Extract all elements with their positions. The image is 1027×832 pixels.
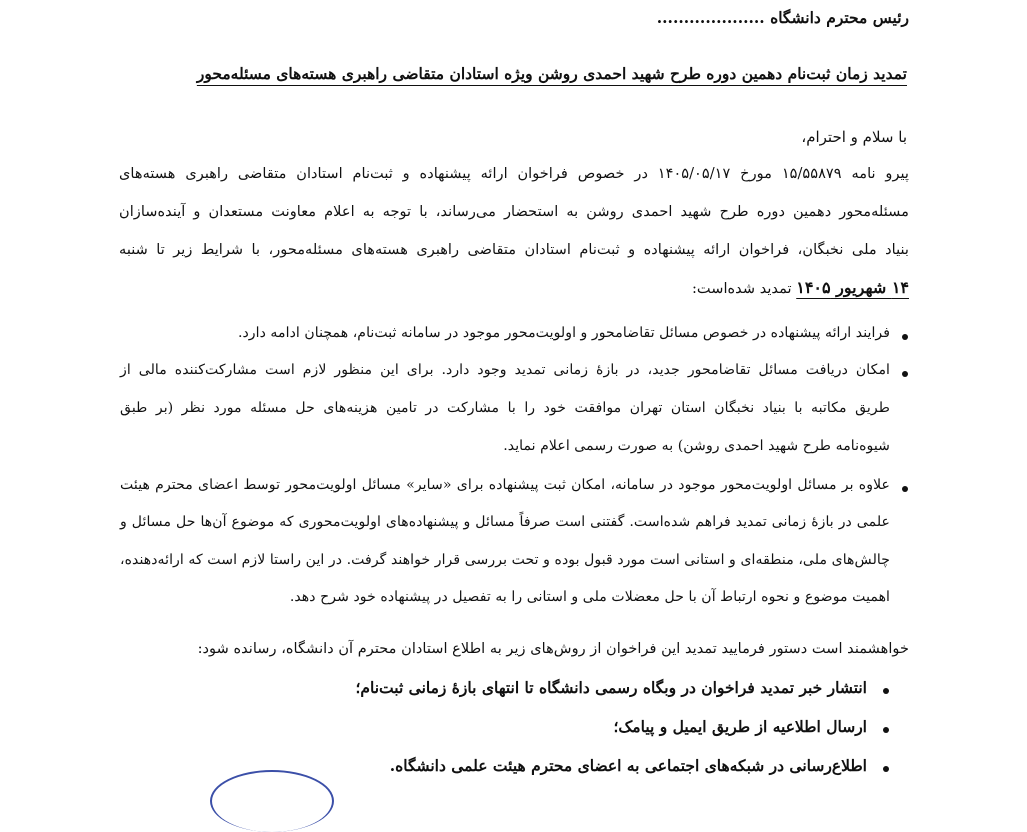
- bullet-icon: [902, 371, 908, 377]
- deadline-date: ۱۴ شهریور ۱۴۰۵: [796, 278, 909, 297]
- official-seal-stamp: [210, 770, 334, 832]
- addressee-line: رئیس محترم دانشگاه ....................: [656, 8, 909, 27]
- body-line-last: [692, 278, 909, 297]
- bullet-icon: [902, 334, 908, 340]
- request-paragraph: خواهشمند است دستور فرمایید تمدید این فراخوان از روش‌های زیر به اطلاع استادان محترم آن دانشگاه، رسانده شود:: [197, 640, 909, 657]
- bullet-icon: [883, 766, 889, 772]
- letter-subject: تمدید زمان ثبت‌نام دهمین دوره طرح شهید احمدی روشن ویژه استادان متقاضی راهبری هسته‌های مسئله‌محور: [196, 64, 907, 83]
- bullet-icon: [883, 727, 889, 733]
- bullet-line: علاوه بر مسائل اولویت‌محور موجود در سامانه، امکان ثبت پیشنهاده برای «سایر» مسائل اولویت‌محور توسط اعضای محترم هیئت: [120, 477, 890, 493]
- body-line: بنیاد ملی نخبگان، فراخوان ارائه پیشنهاده و ثبت‌نام استادان متقاضی راهبری هسته‌های مسئله‌محور، با شرایط زیر تا شنبه: [119, 241, 909, 258]
- body-line: مسئله‌محور دهمین دوره طرح شهید احمدی روشن به استحضار می‌رساند، با توجه به اعلام معاونت مستعدان و آینده‌سازان: [119, 203, 909, 220]
- body-line: پیرو نامه ۱۵/۵۵۸۷۹ مورخ ۱۴۰۵/۰۵/۱۷ در خصوص فراخوان ارائه پیشنهاده و ثبت‌نام استادان متقاضی راهبری هسته‌های: [119, 165, 909, 182]
- bullet-line: شیوه‌نامه طرح شهید احمدی روشن) به صورت رسمی اعلام نماید.: [503, 438, 890, 454]
- action-item: ارسال اطلاعیه از طریق ایمیل و پیامک؛: [613, 717, 867, 736]
- bullet-icon: [902, 486, 908, 492]
- bullet-line: طریق مکاتبه با بنیاد نخبگان استان تهران موافقت خود را با مشارکت در تامین هزینه‌های حل مسئله مورد نظر (بر طبق: [120, 400, 890, 416]
- bullet-icon: [883, 688, 889, 694]
- action-item: اطلاع‌رسانی در شبکه‌های اجتماعی به اعضای محترم هیئت علمی دانشگاه.: [389, 756, 867, 775]
- bullet-line: اهمیت موضوع و نحوه ارتباط آن با حل معضلات ملی و استانی را به تفصیل در پیشنهاده خود شرح دهد.: [289, 589, 890, 605]
- action-item: انتشار خبر تمدید فراخوان در وبگاه رسمی دانشگاه تا انتهای بازهٔ زمانی ثبت‌نام؛: [355, 678, 867, 697]
- bullet-line: فرایند ارائه پیشنهاده در خصوص مسائل تقاضامحور و اولویت‌محور موجود در سامانه ثبت‌نام، همچنان ادامه دارد.: [237, 325, 890, 341]
- salutation: با سلام و احترام،: [801, 128, 907, 146]
- body-end-text: تمدید شده‌است:: [692, 280, 797, 297]
- bullet-line: امکان دریافت مسائل تقاضامحور جدید، در بازهٔ زمانی تمدید وجود دارد. برای این منظور لازم است مشارکت‌کننده مالی از: [120, 362, 890, 378]
- bullet-line: علمی در بازهٔ زمانی تمدید فراهم شده‌است. گفتنی است صرفاً مسائل و پیشنهاده‌های اولویت‌محوری که موضوع آن‌ها حل مسائل و: [120, 514, 890, 530]
- bullet-line: چالش‌های ملی، منطقه‌ای و استانی است مورد قبول بوده و تحت بررسی قرار خواهند گرفت. در این راستا لازم است که ارائه‌دهنده،: [120, 552, 890, 568]
